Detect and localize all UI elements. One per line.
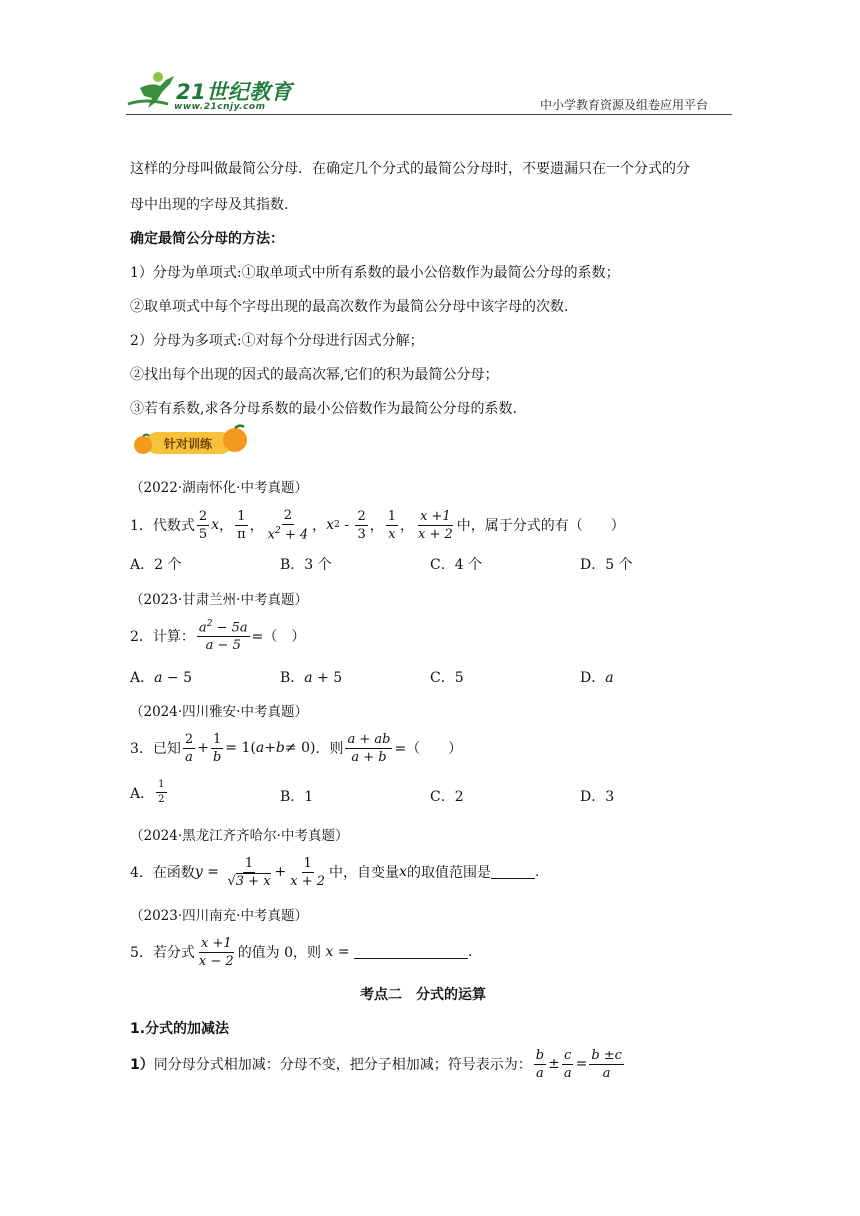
q5-source: （2023·四川南充·中考真题） bbox=[130, 908, 308, 924]
q3-option-d[interactable]: D．3 bbox=[580, 789, 615, 805]
q3-option-c[interactable]: C．2 bbox=[430, 789, 464, 805]
orange-left-icon bbox=[132, 433, 154, 455]
section2-sub1: 1.分式的加减法 bbox=[130, 1021, 230, 1037]
intro-line-1: 这样的分母叫做最简公分母．在确定几个分式的最简公分母时，不要遗漏只在一个分式的分 bbox=[130, 161, 690, 177]
orange-right-icon bbox=[220, 424, 250, 454]
method-line-4: ②找出每个出现的因式的最高次幂,它们的积为最简公分母； bbox=[130, 367, 499, 383]
q4-source: （2024·黑龙江齐齐哈尔·中考真题） bbox=[130, 828, 349, 844]
method-line-5: ③若有系数,求各分母系数的最小公倍数作为最简公分母的系数. bbox=[130, 401, 517, 417]
header-divider bbox=[126, 114, 732, 115]
badge-label: 针对训练 bbox=[164, 437, 213, 451]
intro-line-2: 母中出现的字母及其指数. bbox=[130, 197, 289, 213]
platform-name: 中小学教育资源及组卷应用平台 bbox=[540, 98, 709, 112]
q2-option-a[interactable]: A．a − 5 bbox=[130, 670, 193, 686]
method-title: 确定最简公分母的方法： bbox=[130, 231, 284, 247]
q4-stem: 4．在函数 y = $\frac{1}{√3 + x}$ + $\frac{1}{x + 2}$ 中，自变量 x 的取值范围是 . bbox=[130, 855, 540, 889]
q1-option-c[interactable]: C．4 个 bbox=[430, 557, 483, 573]
q1-source: （2022·湖南怀化·中考真题） bbox=[130, 480, 308, 496]
q1-option-d[interactable]: D．5 个 bbox=[580, 557, 633, 573]
q3-source: （2024·四川雅安·中考真题） bbox=[130, 704, 308, 720]
practice-badge bbox=[132, 426, 250, 456]
method-line-1: 1）分母为单项式:①取单项式中所有系数的最小公倍数作为最简公分母的系数； bbox=[130, 265, 620, 281]
logo-url: www.21cnjy.com bbox=[174, 102, 266, 112]
method-line-3: 2）分母为多项式:①对每个分母进行因式分解； bbox=[130, 333, 424, 349]
section2-title: 考点二 分式的运算 bbox=[360, 987, 486, 1003]
section2-rule1: 1） 同分母分式相加减：分母不变，把分子相加减；符号表示为： $\frac{b}{a}$ ± $\frac{c}{a}$ = $\frac{b \pm c}{a}$ bbox=[130, 1047, 622, 1081]
q5-stem: 5．若分式 $\frac{x +1}{x - 2}$ 的值为 0，则 x = . bbox=[130, 935, 473, 969]
logo-text: 21世纪教育 bbox=[176, 80, 293, 104]
q1-option-a[interactable]: A．2 个 bbox=[130, 557, 182, 573]
q2-option-b[interactable]: B．a + 5 bbox=[280, 670, 343, 686]
q5-answer-blank[interactable] bbox=[354, 946, 468, 959]
method-line-2: ②取单项式中每个字母出现的最高次数作为最简公分母中该字母的次数. bbox=[130, 299, 569, 315]
q2-source: （2023·甘肃兰州·中考真题） bbox=[130, 592, 308, 608]
q1-option-b[interactable]: B．3 个 bbox=[280, 557, 332, 573]
q1-stem: 1．代数式 $\frac{2}{5}$ x ， $\frac{1}{\pi}$ ， $\frac{2}{x^2 + 4}$ ， x 2 - $\frac{2}{3}$ ， $\frac{1}{x}$ ， $\frac{x +1}{x + 2}$ 中，属于分式的有（ ） bbox=[130, 507, 625, 543]
q3-option-a[interactable]: A． $\frac{1}{2}$ bbox=[130, 779, 165, 805]
q2-option-c[interactable]: C．5 bbox=[430, 670, 464, 686]
q4-answer-blank[interactable] bbox=[491, 866, 535, 879]
q3-option-b[interactable]: B．1 bbox=[280, 789, 314, 805]
q3-stem: 3．已知 $\frac{2}{a}$ + $\frac{1}{b}$ = 1( a + b ≠ 0) ．则 $\frac{a + ab}{a + b}$ =（ ） bbox=[130, 731, 463, 765]
logo bbox=[126, 68, 296, 112]
q2-option-d[interactable]: D．a bbox=[580, 670, 614, 686]
q2-stem: 2．计算： $\frac{a^2 - 5a}{a - 5}$ =（ ） bbox=[130, 618, 306, 654]
